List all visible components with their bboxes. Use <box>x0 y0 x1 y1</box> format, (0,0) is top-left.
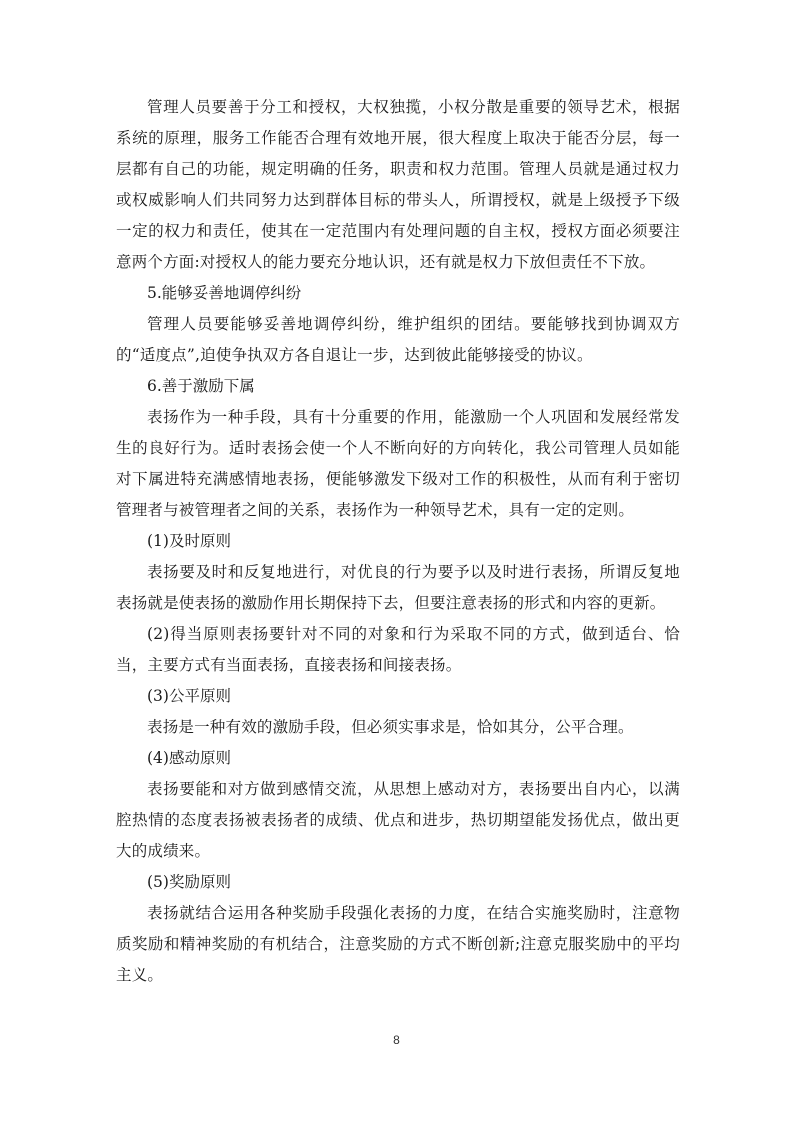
paragraph-reward-principle: 表扬就结合运用各种奖励手段强化表扬的力度，在结合实施奖励时，注意物质奖励和精神奖励的有机结合，注意奖励的方式不断创新;注意克服奖励中的平均主义。 <box>116 904 680 984</box>
body-text <box>116 92 680 991</box>
heading-mediate-disputes: 5.能够妥善地调停纠纷 <box>147 284 302 302</box>
heading-fairness-principle: (3)公平原则 <box>147 687 231 705</box>
heading-motivate-subordinates: 6.善于激励下属 <box>147 377 255 395</box>
paragraph-delegation: 管理人员要善于分工和授权，大权独揽，小权分散是重要的领导艺术，根据系统的原理，服务工作能否合理有效地开展，很大程度上取决于能否分层，每一层都有自己的功能，规定明确的任务，职责和权力范围。管理人员就是通过权力或权威影响人们共同努力达到群体目标的带头人，所谓授权，就是上级授予下级一定的权力和责任，使其在一定范围内有处理问题的自主权，授权方面必须要注意两个方面:对授权人的能力要充分地认识，还有就是权力下放但责任不下放。 <box>116 98 680 271</box>
page-number: 8 <box>393 1033 400 1047</box>
paragraph-appropriate-principle: (2)得当原则表扬要针对不同的对象和行为采取不同的方式，做到适台、恰当，主要方式有当面表扬，直接表扬和间接表扬。 <box>116 625 680 674</box>
paragraph-mediate-disputes: 管理人员要能够妥善地调停纠纷，维护组织的团结。要能够找到协调双方的“适度点”,迫使争执双方各自退让一步，达到彼此能够接受的协议。 <box>116 315 680 364</box>
heading-timely-principle: (1)及时原则 <box>147 532 231 550</box>
heading-emotion-principle: (4)感动原则 <box>147 749 231 767</box>
paragraph-praise-intro: 表扬作为一种手段，具有十分重要的作用，能激励一个人巩固和发展经常发生的良好行为。适时表扬会使一个人不断向好的方向转化，我公司管理人员如能对下属进特充满感情地表扬，便能够激发下级对工作的积极性，从而有利于密切管理者与被管理者之间的关系，表扬作为一种领导艺术，具有一定的定则。 <box>116 408 680 519</box>
heading-reward-principle: (5)奖励原则 <box>147 873 231 891</box>
paragraph-emotion-principle: 表扬要能和对方做到感情交流，从思想上感动对方，表扬要出自内心，以满腔热情的态度表扬被表扬者的成绩、优点和进步，热切期望能发扬优点，做出更大的成绩来。 <box>116 780 680 860</box>
paragraph-timely-principle: 表扬要及时和反复地进行，对优良的行为要予以及时进行表扬，所谓反复地表扬就是使表扬的激励作用长期保持下去，但要注意表扬的形式和内容的更新。 <box>116 563 680 612</box>
paragraph-fairness-principle: 表扬是一种有效的激励手段，但必须实事求是，恰如其分，公平合理。 <box>147 718 634 736</box>
